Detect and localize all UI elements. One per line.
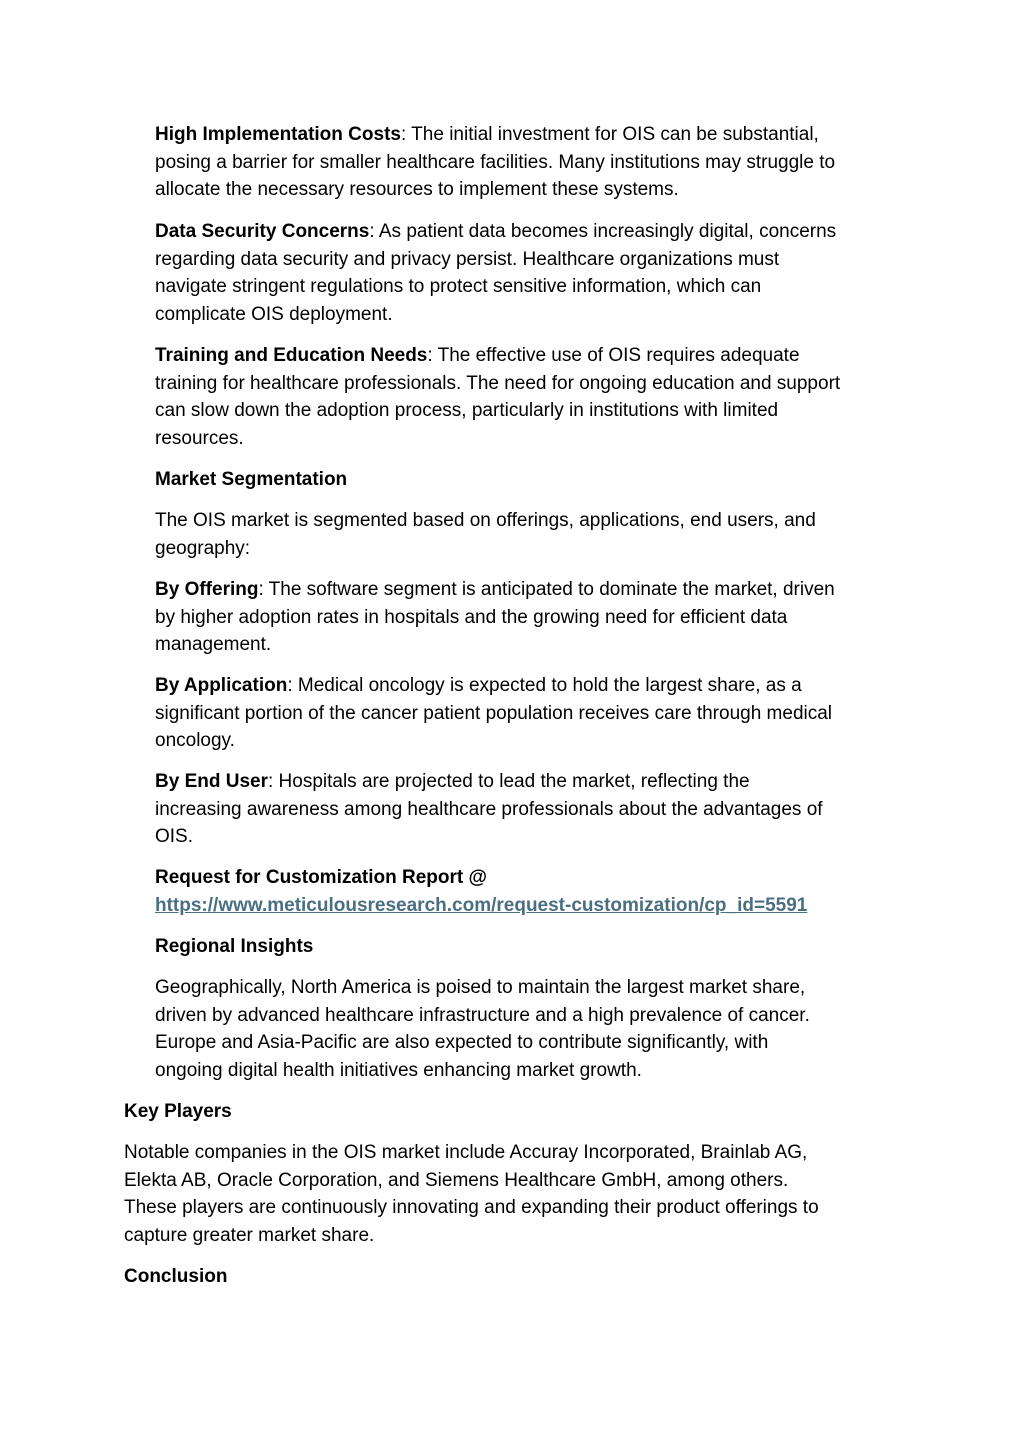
market-segmentation-heading: Market Segmentation [155,469,348,490]
paragraph-text: These players are continuously innovating and expanding their product offerings to [124,1197,819,1219]
paragraph-text: capture greater market share. [124,1224,375,1246]
paragraph-text: significant portion of the cancer patient population receives care through medical [155,702,833,724]
paragraph-text: posing a barrier for smaller healthcare facilities. Many institutions may struggle to [155,151,836,173]
paragraph-text: allocate the necessary resources to implement these systems. [155,179,679,201]
paragraph-text: : The software segment is anticipated to dominate the market, driven [258,579,835,600]
high-implementation-costs-heading: High Implementation Costs [155,124,401,145]
paragraph-text: by higher adoption rates in hospitals and the growing need for efficient data [155,606,788,628]
market-segmentation-intro [155,507,816,562]
paragraph-text: OIS. [155,826,194,848]
regional-insights-paragraph [155,974,810,1084]
customization-label: Request for Customization Report @ [155,867,488,888]
customization-request [155,864,807,919]
key-players-heading: Key Players [124,1101,232,1122]
data-security-paragraph [155,218,836,328]
paragraph-text: navigate stringent regulations to protect sensitive information, which can [155,276,762,298]
regional-insights-heading: Regional Insights [155,936,314,957]
paragraph-text: Elekta AB, Oracle Corporation, and Siemens Healthcare GmbH, among others. [124,1169,789,1191]
training-heading: Training and Education Needs [155,345,428,366]
paragraph-text: Geographically, North America is poised to maintain the largest market share, [155,977,806,998]
conclusion-heading: Conclusion [124,1266,228,1287]
paragraph-text: increasing awareness among healthcare professionals about the advantages of [155,798,823,820]
data-security-heading: Data Security Concerns [155,221,370,242]
key-players-paragraph [124,1139,819,1249]
high-implementation-costs-paragraph [155,121,835,204]
paragraph-text: oncology. [155,730,235,752]
paragraph-text: regarding data security and privacy persist. Healthcare organizations must [155,248,780,270]
paragraph-text: The OIS market is segmented based on offerings, applications, end users, and [155,510,816,531]
paragraph-text: : Hospitals are projected to lead the market, reflecting the [267,771,750,792]
paragraph-text: geography: [155,537,251,559]
paragraph-text: Notable companies in the OIS market include Accuray Incorporated, Brainlab AG, [124,1142,808,1163]
paragraph-text: training for healthcare professionals. The need for ongoing education and support [155,372,841,394]
paragraph-text: complicate OIS deployment. [155,303,393,325]
by-end-user-heading: By End User [155,771,268,792]
customization-link[interactable]: https://www.meticulousresearch.com/request-customization/cp_id=5591 [155,894,808,916]
paragraph-text: Europe and Asia-Pacific are also expected to contribute significantly, with [155,1032,769,1054]
by-application-heading: By Application [155,675,288,696]
paragraph-text: : The initial investment for OIS can be substantial, [400,124,819,145]
paragraph-text: management. [155,634,272,656]
paragraph-text: driven by advanced healthcare infrastructure and a high prevalence of cancer. [155,1004,810,1026]
paragraph-text: ongoing digital health initiatives enhancing market growth. [155,1059,642,1081]
by-end-user-paragraph [155,768,823,851]
training-paragraph [155,342,840,452]
paragraph-text: can slow down the adoption process, particularly in institutions with limited [155,400,779,422]
by-application-paragraph [155,672,832,755]
by-offering-paragraph [155,576,835,659]
paragraph-text: : Medical oncology is expected to hold the largest share, as a [287,675,802,696]
paragraph-text: : As patient data becomes increasingly digital, concerns [369,221,837,242]
paragraph-text: resources. [155,427,244,449]
by-offering-heading: By Offering [155,579,259,600]
paragraph-text: : The effective use of OIS requires adequate [427,345,800,366]
